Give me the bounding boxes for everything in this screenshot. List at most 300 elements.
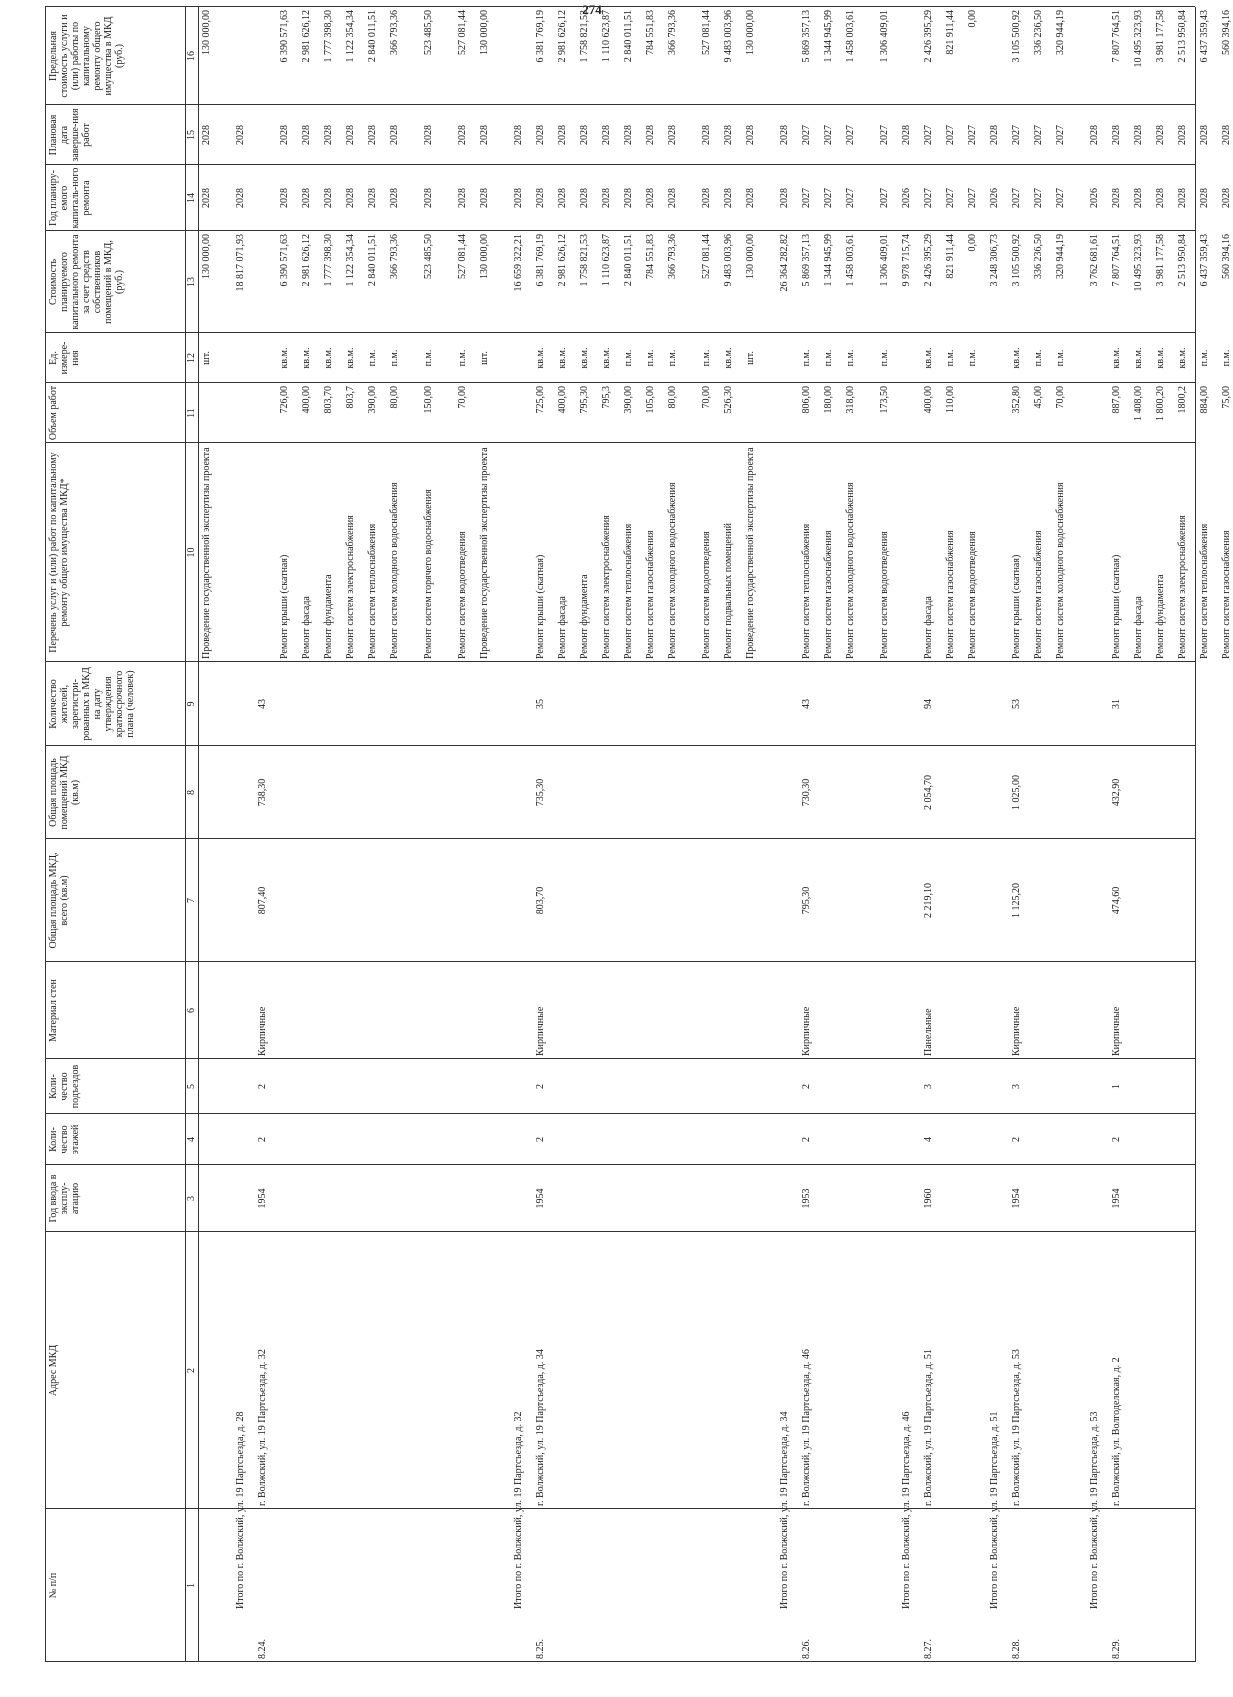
column-header: Стоимость планируемого капитального ремонта за счет средств собственников помещений в МКД, (руб.) — [48, 234, 125, 330]
table-cell-9: 35 — [535, 699, 546, 709]
column-number: 4 — [186, 1137, 197, 1142]
table-cell-15: 2028 — [1133, 125, 1144, 145]
table-cell-10: Ремонт систем теплоснабжения — [367, 523, 378, 659]
table-cell-13: 3 762 681,61 — [1089, 234, 1100, 287]
table-cell-1: 8.25. — [535, 1639, 546, 1659]
column-header: Предельная стоимость услуги и (или) работы по капитальному ремонту общего имущества в МКД (руб.) — [48, 14, 125, 98]
table-cell-12: кв.м. — [1011, 347, 1022, 369]
table-cell-6: Кирпичные — [535, 1006, 546, 1056]
table-cell-8: 2 054,70 — [923, 775, 934, 810]
table-cell-9: 43 — [257, 699, 268, 709]
table-cell-6: Кирпичные — [1011, 1006, 1022, 1056]
table-cell-11: 45,00 — [1033, 386, 1044, 409]
table-cell-10: Ремонт систем газоснабжения — [1221, 530, 1232, 659]
table-cell-11: 726,00 — [279, 386, 290, 414]
table-cell-16: 6 381 769,19 — [535, 10, 546, 63]
table-cell-15: 2028 — [513, 125, 524, 145]
table-cell-10: Ремонт крыши (скатная) — [1111, 554, 1122, 659]
column-divider — [45, 1058, 1195, 1059]
column-header: Перечень услуг и (или) работ по капитальному ремонту общего имущества МКД* — [48, 452, 70, 653]
column-number: 10 — [186, 547, 197, 558]
table-cell-10: Ремонт фундамента — [579, 574, 590, 659]
table-cell-13: 1 758 821,53 — [579, 234, 590, 287]
table-cell-14: 2027 — [945, 188, 956, 208]
table-cell-13: 2 513 950,84 — [1177, 234, 1188, 287]
table-cell-15: 2028 — [279, 125, 290, 145]
table-cell-13: 0,00 — [967, 234, 978, 252]
table-cell-12: кв.м. — [323, 347, 334, 369]
table-cell-10: Проведение государственной экспертизы проекта — [201, 447, 212, 659]
table-cell-1: 8.26. — [801, 1639, 812, 1659]
table-cell-16: 3 105 500,92 — [1011, 10, 1022, 63]
table-cell-15: 2027 — [1011, 125, 1022, 145]
table-cell-10: Ремонт систем электроснабжения — [1177, 515, 1188, 659]
table-cell-14: 2026 — [989, 188, 1000, 208]
table-cell-14: 2027 — [801, 188, 812, 208]
table-cell-14: 2028 — [367, 188, 378, 208]
column-divider — [45, 745, 1195, 746]
table-cell-16: 130 000,00 — [479, 10, 490, 55]
table-cell-11: 1 800,20 — [1155, 386, 1166, 421]
table-cell-16: 784 551,83 — [645, 10, 656, 55]
column-header: Коли-чество этажей — [48, 1124, 81, 1155]
column-divider — [45, 1661, 1195, 1662]
table-cell-16: 1 758 821,53 — [579, 10, 590, 63]
table-cell-10: Ремонт систем водоотведения — [701, 531, 712, 659]
table-cell-14: 2028 — [645, 188, 656, 208]
table-cell-13: 1 458 003,61 — [845, 234, 856, 287]
table-cell-12: п.м. — [1033, 349, 1044, 367]
table-cell-7: 795,30 — [801, 886, 812, 915]
column-header: Количество жителей, зарегистри-рованных в МКД на дату утверждения краткосрочного плана (человек) — [48, 667, 136, 741]
table-cell-2: г. Волжский, ул. 19 Партсъезда, д. 46 — [801, 1349, 812, 1506]
table-cell-14: 2028 — [201, 188, 212, 208]
table-cell-14: 2027 — [923, 188, 934, 208]
table-cell-9: 94 — [923, 699, 934, 709]
table-cell-13: 336 236,50 — [1033, 234, 1044, 279]
table-cell-13: 1 777 398,30 — [323, 234, 334, 287]
table-cell-10: Ремонт систем газоснабжения — [945, 530, 956, 659]
table-cell-15: 2028 — [623, 125, 634, 145]
table-cell-16: 2 840 011,51 — [623, 10, 634, 63]
table-cell-8: 738,30 — [257, 778, 268, 807]
table-cell-12: кв.м. — [557, 347, 568, 369]
table-cell-14: 2028 — [279, 188, 290, 208]
table-cell-16: 130 000,00 — [201, 10, 212, 55]
table-cell-13: 1 122 354,34 — [345, 234, 356, 287]
table-cell-14: 2028 — [1133, 188, 1144, 208]
table-cell-14: 2026 — [1089, 188, 1100, 208]
table-cell-10: Ремонт фасада — [1133, 596, 1144, 659]
table-cell-14: 2027 — [1033, 188, 1044, 208]
table-cell-2: Итого по г. Волжский, ул. 19 Партсъезда, д. 28 — [235, 1411, 246, 1609]
table-cell-2: г. Волжский, ул. 19 Партсъезда, д. 34 — [535, 1349, 546, 1506]
column-header: Материал стен — [48, 979, 59, 1042]
table-cell-12: кв.м. — [723, 347, 734, 369]
table-cell-14: 2028 — [323, 188, 334, 208]
table-cell-7: 807,40 — [257, 886, 268, 915]
table-cell-11: 390,00 — [623, 386, 634, 414]
table-cell-14: 2028 — [1177, 188, 1188, 208]
table-cell-15: 2027 — [945, 125, 956, 145]
table-cell-16: 336 236,50 — [1033, 10, 1044, 55]
table-cell-16: 1 110 623,87 — [601, 10, 612, 63]
table-cell-15: 2028 — [323, 125, 334, 145]
table-cell-13: 1 344 945,99 — [823, 234, 834, 287]
table-cell-16: 7 807 764,51 — [1111, 10, 1122, 63]
table-cell-12: кв.м. — [535, 347, 546, 369]
table-cell-13: 5 869 357,13 — [801, 234, 812, 287]
table-cell-7: 803,70 — [535, 886, 546, 915]
table-cell-10: Ремонт систем холодного водоснабжения — [1055, 482, 1066, 659]
table-cell-10: Ремонт систем водоотведения — [457, 531, 468, 659]
table-cell-12: кв.м. — [579, 347, 590, 369]
table-cell-13: 523 485,50 — [423, 234, 434, 279]
table-cell-13: 130 000,00 — [479, 234, 490, 279]
table-cell-12: п.м. — [667, 349, 678, 367]
column-header: № п/п — [48, 1572, 59, 1599]
table-cell-14: 2028 — [1111, 188, 1122, 208]
table-cell-12: шт. — [201, 351, 212, 365]
table-cell-1: 8.29. — [1111, 1639, 1122, 1659]
table-cell-15: 2028 — [479, 125, 490, 145]
table-cell-12: шт. — [745, 351, 756, 365]
column-divider — [45, 1164, 1195, 1165]
column-header: Коли-чество подъездов — [48, 1064, 81, 1109]
column-header: Общая площадь помещений МКД (кв.м) — [48, 755, 81, 830]
table-cell-11: 1800,2 — [1177, 386, 1188, 414]
table-cell-15: 2028 — [745, 125, 756, 145]
table-cell-9: 43 — [801, 699, 812, 709]
column-number: 12 — [186, 353, 197, 363]
table-cell-16: 2 840 011,51 — [367, 10, 378, 63]
table-cell-8: 432,90 — [1111, 778, 1122, 807]
table-cell-13: 560 394,16 — [1221, 234, 1232, 279]
table-cell-14: 2028 — [345, 188, 356, 208]
table-cell-16: 5 869 357,13 — [801, 10, 812, 63]
table-cell-10: Ремонт систем газоснабжения — [645, 530, 656, 659]
table-cell-16: 821 911,44 — [945, 10, 956, 55]
table-cell-11: 795,30 — [579, 386, 590, 414]
table-cell-10: Ремонт систем горячего водоснабжения — [423, 489, 434, 659]
table-cell-12: п.м. — [1199, 349, 1210, 367]
column-number: 9 — [186, 701, 197, 707]
table-cell-15: 2028 — [367, 125, 378, 145]
table-cell-12: п.м. — [423, 349, 434, 367]
table-cell-16: 366 793,36 — [389, 10, 400, 55]
column-header: Общая площадь МКД, всего (кв.м) — [48, 852, 70, 949]
table-cell-16: 0,00 — [967, 10, 978, 28]
table-cell-14: 2028 — [557, 188, 568, 208]
table-cell-10: Ремонт крыши (скатная) — [535, 554, 546, 659]
table-cell-13: 16 659 322,21 — [513, 234, 524, 292]
table-cell-13: 18 817 071,93 — [235, 234, 246, 292]
table-cell-15: 2028 — [579, 125, 590, 145]
table-cell-13: 2 981 626,12 — [557, 234, 568, 287]
table-cell-15: 2028 — [645, 125, 656, 145]
table-cell-15: 2028 — [989, 125, 1000, 145]
table-cell-15: 2028 — [557, 125, 568, 145]
column-header: Ед. измере-ния — [48, 341, 81, 375]
table-cell-12: кв.м. — [279, 347, 290, 369]
table-cell-13: 7 807 764,51 — [1111, 234, 1122, 287]
table-cell-12: кв.м. — [601, 347, 612, 369]
table-cell-5: 2 — [801, 1084, 812, 1089]
table-cell-16: 2 513 950,84 — [1177, 10, 1188, 63]
column-divider — [45, 661, 1195, 662]
table-cell-13: 2 840 011,51 — [623, 234, 634, 287]
table-cell-15: 2028 — [601, 125, 612, 145]
table-cell-2: Итого по г. Волжский, ул. 19 Партсъезда, д. 32 — [513, 1411, 524, 1609]
table-cell-4: 2 — [257, 1137, 268, 1142]
column-number: 8 — [186, 790, 197, 795]
table-cell-14: 2028 — [389, 188, 400, 208]
table-cell-13: 366 793,36 — [667, 234, 678, 279]
table-cell-15: 2027 — [1055, 125, 1066, 145]
table-cell-7: 474,60 — [1111, 886, 1122, 915]
table-cell-12: п.м. — [623, 349, 634, 367]
table-cell-15: 2027 — [967, 125, 978, 145]
table-cell-12: кв.м. — [301, 347, 312, 369]
table-cell-15: 2028 — [457, 125, 468, 145]
column-divider — [45, 6, 1195, 7]
table-cell-15: 2028 — [667, 125, 678, 145]
table-cell-12: п.м. — [1055, 349, 1066, 367]
table-cell-16: 6 437 359,43 — [1199, 10, 1210, 63]
table-cell-13: 26 364 282,82 — [779, 234, 790, 292]
table-cell-15: 2027 — [801, 125, 812, 145]
table-cell-15: 2028 — [901, 125, 912, 145]
column-divider — [45, 164, 1195, 165]
table-cell-4: 2 — [1011, 1137, 1022, 1142]
table-cell-12: п.м. — [457, 349, 468, 367]
column-number: 16 — [186, 51, 197, 61]
table-cell-2: Итого по г. Волжский, ул. 19 Партсъезда, д. 34 — [779, 1411, 790, 1609]
column-divider — [45, 230, 1195, 231]
table-cell-14: 2028 — [301, 188, 312, 208]
table-cell-12: п.м. — [945, 349, 956, 367]
table-cell-11: 150,00 — [423, 386, 434, 414]
table-cell-8: 1 025,00 — [1011, 775, 1022, 810]
table-cell-14: 2028 — [623, 188, 634, 208]
table-cell-16: 1 777 398,30 — [323, 10, 334, 63]
table-cell-10: Ремонт крыши (скатная) — [1011, 554, 1022, 659]
column-divider — [45, 1508, 1195, 1509]
table-cell-12: п.м. — [879, 349, 890, 367]
table-cell-15: 2028 — [201, 125, 212, 145]
table-cell-14: 2027 — [823, 188, 834, 208]
table-cell-15: 2028 — [423, 125, 434, 145]
table-cell-14: 2028 — [1199, 188, 1210, 208]
table-cell-14: 2028 — [1155, 188, 1166, 208]
table-cell-11: 173,50 — [879, 386, 890, 414]
table-cell-12: шт. — [479, 351, 490, 365]
table-cell-15: 2028 — [535, 125, 546, 145]
table-cell-6: Кирпичные — [1111, 1006, 1122, 1056]
table-cell-14: 2028 — [579, 188, 590, 208]
table-cell-16: 1 306 409,01 — [879, 10, 890, 63]
table-cell-10: Ремонт фундамента — [323, 574, 334, 659]
table-cell-11: 884,00 — [1199, 386, 1210, 414]
table-cell-13: 1 306 409,01 — [879, 234, 890, 287]
column-number: 5 — [186, 1084, 197, 1089]
table-cell-9: 53 — [1011, 699, 1022, 709]
table-cell-2: Итого по г. Волжский, ул. 19 Партсъезда, д. 46 — [901, 1411, 912, 1609]
table-cell-3: 1953 — [801, 1188, 812, 1209]
table-cell-14: 2028 — [513, 188, 524, 208]
table-cell-16: 320 944,19 — [1055, 10, 1066, 55]
table-cell-1: 8.27. — [923, 1639, 934, 1659]
table-cell-13: 6 437 359,43 — [1199, 234, 1210, 287]
table-cell-10: Ремонт систем теплоснабжения — [801, 523, 812, 659]
table-cell-10: Ремонт систем холодного водоснабжения — [667, 482, 678, 659]
table-cell-11: 803,7 — [345, 386, 356, 409]
table-cell-8: 735,30 — [535, 778, 546, 807]
table-cell-13: 6 381 769,19 — [535, 234, 546, 287]
table-cell-15: 2028 — [779, 125, 790, 145]
table-cell-6: Кирпичные — [801, 1006, 812, 1056]
table-cell-11: 725,00 — [535, 386, 546, 414]
table-cell-12: кв.м. — [1111, 347, 1122, 369]
table-cell-12: п.м. — [701, 349, 712, 367]
table-cell-14: 2027 — [967, 188, 978, 208]
table-cell-11: 390,00 — [367, 386, 378, 414]
table-cell-13: 2 981 626,12 — [301, 234, 312, 287]
table-cell-2: Итого по г. Волжский, ул. 19 Партсъезда, д. 51 — [989, 1411, 1000, 1609]
table-cell-2: г. Волжский, ул. 19 Партсъезда, д. 51 — [923, 1349, 934, 1506]
table-cell-14: 2027 — [1011, 188, 1022, 208]
column-header: Год планиру-емого капиталь-ного ремонта — [48, 167, 92, 229]
table-cell-13: 821 911,44 — [945, 234, 956, 279]
table-cell-15: 2027 — [823, 125, 834, 145]
table-cell-11: 887,00 — [1111, 386, 1122, 414]
column-number: 13 — [186, 277, 197, 287]
table-cell-10: Ремонт систем водоотведения — [967, 531, 978, 659]
table-cell-15: 2028 — [301, 125, 312, 145]
table-cell-15: 2028 — [389, 125, 400, 145]
table-cell-15: 2028 — [701, 125, 712, 145]
column-divider — [45, 1113, 1195, 1114]
table-cell-2: г. Волжский, ул. 19 Партсъезда, д. 32 — [257, 1349, 268, 1506]
table-cell-11: 803,70 — [323, 386, 334, 414]
table-cell-10: Ремонт систем холодного водоснабжения — [389, 482, 400, 659]
table-cell-16: 2 426 395,29 — [923, 10, 934, 63]
table-cell-11: 795,3 — [601, 386, 612, 409]
table-cell-13: 3 105 500,92 — [1011, 234, 1022, 287]
table-cell-14: 2028 — [701, 188, 712, 208]
column-number: 2 — [186, 1368, 197, 1373]
table-cell-16: 527 081,44 — [457, 10, 468, 55]
table-cell-10: Проведение государственной экспертизы проекта — [479, 447, 490, 659]
table-cell-2: г. Волжский, ул. Волгоделская, д. 2 — [1111, 1357, 1122, 1506]
column-number: 6 — [186, 1008, 197, 1013]
table-cell-6: Кирпичные — [257, 1006, 268, 1056]
table-cell-14: 2027 — [1055, 188, 1066, 208]
table-cell-13: 1 110 623,87 — [601, 234, 612, 287]
column-divider — [45, 442, 1195, 443]
table-cell-12: п.м. — [801, 349, 812, 367]
table-cell-1: 8.24. — [257, 1639, 268, 1659]
table-cell-14: 2028 — [745, 188, 756, 208]
table-cell-13: 9 483 003,96 — [723, 234, 734, 287]
table-cell-12: п.м. — [823, 349, 834, 367]
table-cell-4: 2 — [1111, 1137, 1122, 1142]
table-cell-14: 2028 — [479, 188, 490, 208]
table-cell-12: кв.м. — [923, 347, 934, 369]
column-number: 7 — [186, 898, 197, 903]
table-cell-11: 80,00 — [389, 386, 400, 409]
table-cell-11: 105,00 — [645, 386, 656, 414]
table-cell-8: 730,30 — [801, 778, 812, 807]
table-cell-12: п.м. — [645, 349, 656, 367]
table-cell-10: Ремонт фасада — [301, 596, 312, 659]
table-cell-10: Ремонт фасада — [923, 596, 934, 659]
table-cell-10: Проведение государственной экспертизы проекта — [745, 447, 756, 659]
row-divider — [45, 7, 46, 1662]
table-cell-16: 527 081,44 — [701, 10, 712, 55]
table-cell-4: 4 — [923, 1137, 934, 1142]
table-cell-11: 70,00 — [701, 386, 712, 409]
table-cell-11: 318,00 — [845, 386, 856, 414]
table-cell-14: 2028 — [457, 188, 468, 208]
table-cell-7: 2 219,10 — [923, 883, 934, 918]
table-cell-11: 110,00 — [945, 386, 956, 414]
column-divider — [45, 382, 1195, 383]
table-cell-14: 2028 — [1221, 188, 1232, 208]
table-cell-2: г. Волжский, ул. 19 Партсъезда, д. 53 — [1011, 1349, 1022, 1506]
table-cell-11: 75,00 — [1221, 386, 1232, 409]
column-divider — [45, 104, 1195, 105]
table-cell-16: 1 458 003,61 — [845, 10, 856, 63]
table-cell-13: 6 390 571,63 — [279, 234, 290, 287]
table-cell-14: 2026 — [901, 188, 912, 208]
table-cell-16: 3 981 177,58 — [1155, 10, 1166, 63]
column-number: 3 — [186, 1196, 197, 1201]
table-cell-11: 70,00 — [1055, 386, 1066, 409]
table-cell-12: п.м. — [389, 349, 400, 367]
table-cell-15: 2027 — [879, 125, 890, 145]
table-cell-11: 526,30 — [723, 386, 734, 414]
table-cell-11: 180,00 — [823, 386, 834, 414]
column-number: 1 — [186, 1583, 197, 1588]
column-header: Объем работ — [48, 385, 59, 441]
table-cell-13: 9 978 715,74 — [901, 234, 912, 287]
table-cell-10: Ремонт систем электроснабжения — [345, 515, 356, 659]
column-divider — [45, 838, 1195, 839]
table-cell-13: 130 000,00 — [201, 234, 212, 279]
table-cell-15: 2027 — [845, 125, 856, 145]
table-cell-13: 784 551,83 — [645, 234, 656, 279]
row-divider — [1195, 7, 1196, 1662]
table-cell-11: 400,00 — [923, 386, 934, 414]
table-cell-12: п.м. — [845, 349, 856, 367]
table-cell-10: Ремонт систем теплоснабжения — [1199, 523, 1210, 659]
table-cell-13: 2 426 395,29 — [923, 234, 934, 287]
table-cell-15: 2028 — [235, 125, 246, 145]
table-cell-10: Ремонт подвальных помещений — [723, 523, 734, 659]
table-cell-6: Панельные — [923, 1008, 934, 1056]
table-cell-16: 6 390 571,63 — [279, 10, 290, 63]
table-cell-13: 527 081,44 — [701, 234, 712, 279]
table-cell-14: 2027 — [879, 188, 890, 208]
table-cell-16: 2 981 626,12 — [557, 10, 568, 63]
table-cell-12: п.м. — [367, 349, 378, 367]
table-cell-13: 527 081,44 — [457, 234, 468, 279]
table-cell-11: 806,00 — [801, 386, 812, 414]
table-cell-12: кв.м. — [1133, 347, 1144, 369]
table-cell-15: 2028 — [1221, 125, 1232, 145]
table-cell-15: 2028 — [1177, 125, 1188, 145]
